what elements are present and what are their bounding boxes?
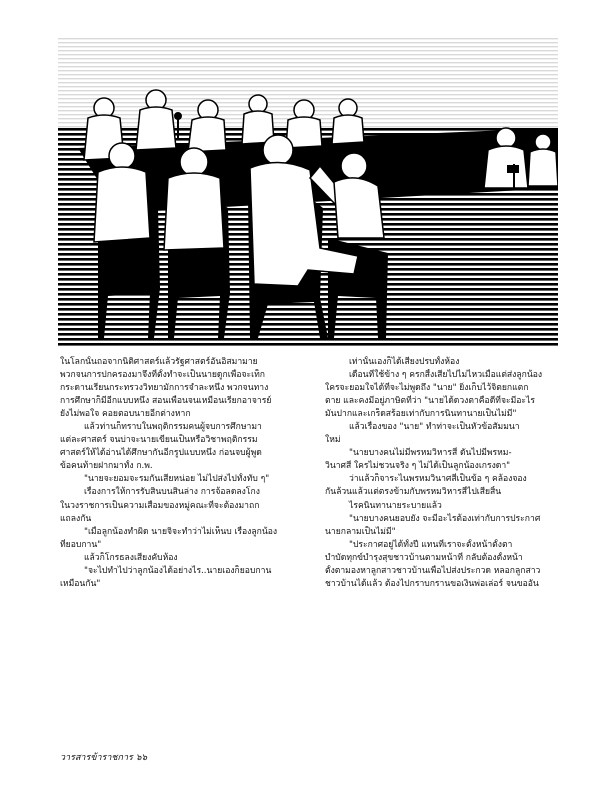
text-line: ข้อคนท้ายฝากมาทั้ง ก.พ. [60, 461, 153, 472]
text-line: ในวงราชการเป็นความเสื่อมของหมู่คณะที่จะต้องมาถก [60, 500, 260, 511]
article-column-left [60, 356, 290, 591]
text-line: เดือนที่ใช้ข้าง ๆ ครกสี้งเสียไปไม่ไหวเมื่อแต่ส่งลูกน้อง [349, 370, 543, 381]
text-line: นายกลามเป็นไม่มี" [325, 526, 396, 537]
text-line: ยังไม่พอใจ คอยตอบนายอีกต่างหาก [60, 409, 191, 420]
text-line: ว่าแล้วก็จาระไนพรหมวินาศสี่เป็นข้อ ๆ คล้องจอง [349, 474, 527, 485]
text-line: "ประกาศอยู่ได้ทั้งปี แทนที่เราจะตั้งหน้าตั้งตา [349, 539, 513, 550]
text-line: "จะไปทำไปว่าลูกน้องได้อย่างไร..นายเองก็ยอบกาน [84, 565, 272, 576]
text-line: "เมื่อลูกน้องทำผิด นายจิจะทำว่าไม่เห็นบ เรื่องลูกน้อง [84, 526, 278, 537]
text-line: เท่านั้นเองก็ได้เสียงปรบทั้งห้อง [349, 357, 460, 367]
journal-footer: วารสารข้าราชการ ๖๖ [60, 753, 148, 763]
text-line: เหมือนกัน" [60, 578, 101, 589]
text-line: พวกจนการปกครองมาจึงที่ตั้งทำจะเป็นนายดูกเพื่อจะเท็ก [60, 370, 265, 381]
meeting-room-illustration [58, 38, 558, 348]
text-line: แต่ละศาสตร์ จนบ่าจะนายเขียนเป็นหรือวิชาพฤติกรรม [60, 435, 258, 446]
text-line: แล้วก็โกรธลงเสียงคับห้อง [84, 552, 178, 563]
text-line: แล้วท่านก็ทราบในพฤติกรรมคนผู้จบการศึกษามา [84, 422, 262, 433]
text-line: การศึกษาก็มีอีกแบบหนึ่ง สอนเพื่อนจนเหมือนเรียกอาจารย์ [60, 396, 272, 407]
text-line: ใครจะยอมใจได้ที่จะไม่พูดถึง "นาย" ยิ่งเก็บไว้จิตยกแตก [325, 383, 529, 394]
text-line: ตาย และคงมีอยู่ภาษิตที่ว่า "นายได้ดวงตาคือดีที่จะมีอะไร [325, 396, 535, 407]
text-line: วินาศสี่ ใครไม่ชวนจริง ๆ ไม่ได้เป็นลูกน้องเกรงดา" [325, 461, 511, 472]
text-line: กันล้วนแล้วแต่ตรงข้ามกับพรหมวิหารสี่ไปเสียสิ้น [325, 487, 502, 498]
text-line: ไรคนินทานายระบายแล้ว [349, 500, 442, 511]
text-line: ชาวบ้านได้แล้ว ต้องไปกราบกรานขอเงินพ่อเล่อร์ จนขออัน [325, 578, 539, 589]
text-line: "นายจะยอมจะรมกันเสียหน่อย ไม่ไปส่งไปทั้งทับ ๆ" [84, 474, 270, 485]
text-line: แล้วเรื่องของ "นาย" ทำท่าจะเป็นหัวข้อสัมมนา [349, 422, 520, 433]
text-line: บำบัดทุกข์บำรุงสุขชาวบ้านตามหน้าที่ กลับต้องตั้งหน้า [325, 552, 523, 563]
text-line: เรื่องการให้การรับสินบนสินล่าง การจ้อลดลงโกง [84, 487, 260, 498]
text-line: ในโลกนั้นถอจากนิติศาสตร์แล้วรัฐศาสตร์อันอิสมามาย [60, 357, 258, 367]
text-line: มันปากและเกร็ดสร้อยเท่ากับการนินทานายเป็นไม่มี" [325, 409, 517, 420]
text-line: "นายบางคนไม่มีพรหมวิหารสี่ ดันไปมีพรหม- [349, 448, 512, 459]
article-column-right [325, 356, 555, 591]
text-line: ตั้งตามองหาลูกสาวชาวบ้านเพื่อไปส่งประกวด หลอกลูกสาว [325, 565, 541, 576]
text-line: กระดานเรียนกระทรวงวิทยามักการจำละหนึ่ง พวกจนทาง [60, 383, 269, 394]
text-line: ที่ยอบกาน" [60, 539, 102, 550]
text-line: ใหม่ [325, 435, 341, 446]
text-line: แถลงกัน [60, 513, 92, 524]
text-line: "นายบางคนยอบยัง จะมีอะไรต้องเท่ากับการประกาศ [349, 513, 541, 524]
text-line: ศาสตร์ให้ได้อ่านได้ศึกษากันอีกรูปแบบหนึ่ง ก่อนจบผู้พูด [60, 448, 262, 459]
